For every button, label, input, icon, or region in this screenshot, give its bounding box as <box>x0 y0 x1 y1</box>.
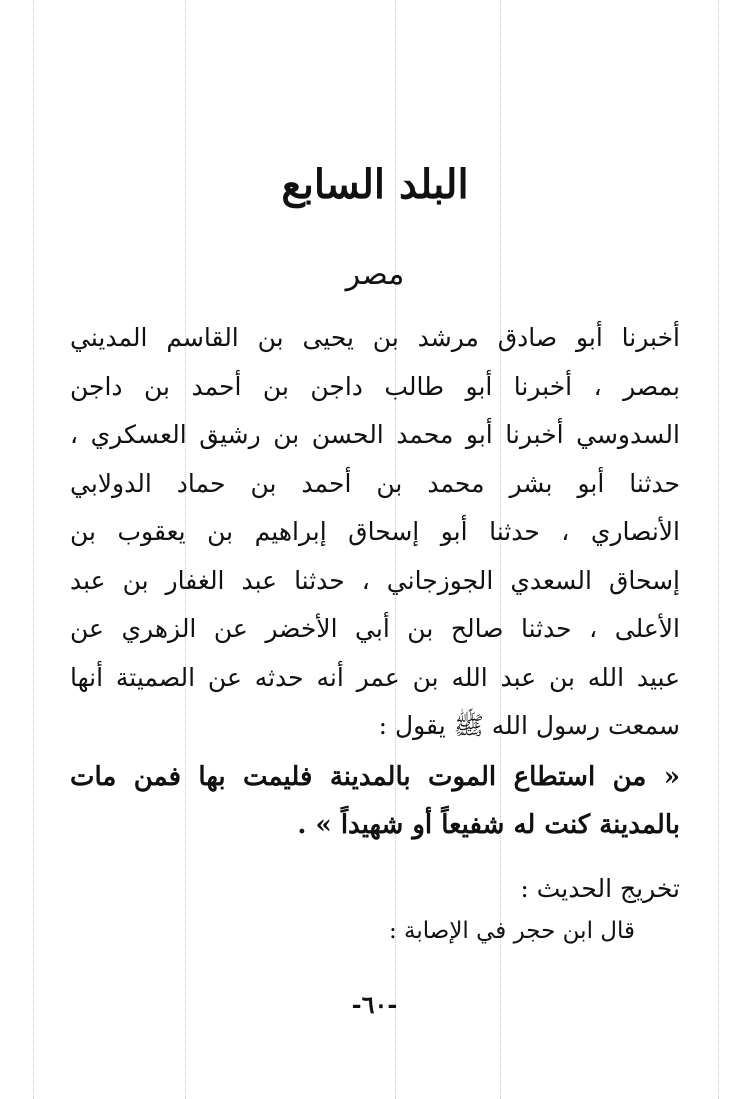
text-line: عبيد الله بن عبد الله بن عمر أنه حدثه عن الصميتة أنها <box>70 662 680 692</box>
isnad-paragraph <box>70 314 680 751</box>
text-line: حدثنا أبو بشر محمد بن أحمد بن حماد الدولابي <box>70 468 680 498</box>
text-line: إسحاق السعدي الجوزجاني ، حدثنا عبد الغفار بن عبد <box>70 565 680 595</box>
takhrij-heading: تخريج الحديث : <box>520 873 680 903</box>
scan-guide-line <box>718 0 719 1099</box>
hadith-text <box>70 753 680 849</box>
text-line: بمصر ، أخبرنا أبو طالب داجن بن أحمد بن داجن <box>70 371 680 401</box>
hadith-line: بالمدينة كنت له شفيعاً أو شهيداً » . <box>297 809 680 840</box>
hadith-line: « من استطاع الموت بالمدينة فليمت بها فمن مات <box>70 761 680 792</box>
text-line: الأنصاري ، حدثنا أبو إسحاق إبراهيم بن يعقوب بن <box>70 517 680 546</box>
text-line: السدوسي أخبرنا أبو محمد الحسن بن رشيق العسكري ، <box>70 420 680 449</box>
section-title: مصر <box>345 257 405 292</box>
text-line: أخبرنا أبو صادق مرشد بن يحيى بن القاسم المديني <box>70 323 680 352</box>
book-page <box>70 150 680 951</box>
scan-guide-line <box>33 0 34 1099</box>
chapter-title: البلد السابع <box>281 161 469 208</box>
text-line: سمعت رسول الله ﷺ يقول : <box>378 711 680 740</box>
text-line: الأعلى ، حدثنا صالح بن أبي الأخضر عن الزهري عن <box>70 614 680 643</box>
page-number: -٦٠- <box>351 990 398 1019</box>
takhrij-line: قال ابن حجر في الإصابة : <box>388 917 635 944</box>
